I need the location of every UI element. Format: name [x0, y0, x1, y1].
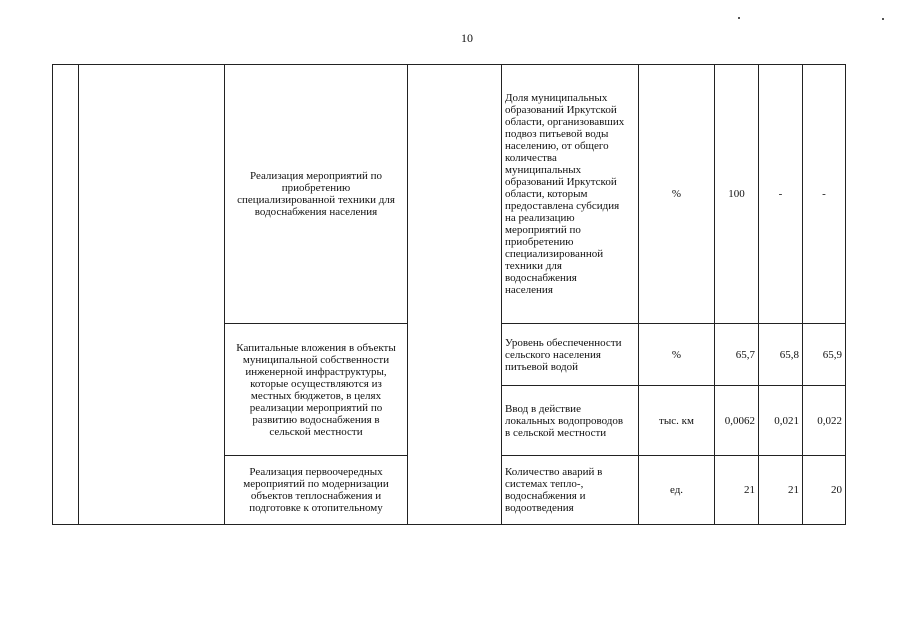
table-cell-value: -: [803, 65, 846, 324]
table-cell-unit: ед.: [639, 456, 715, 525]
table-cell-unit: %: [639, 65, 715, 324]
table-row: [53, 65, 846, 324]
table-cell-value: 21: [759, 456, 803, 525]
table-cell-indicator: Ввод в действие локальных водопроводов в сельской местности: [502, 386, 639, 456]
table-cell-indicator: Уровень обеспеченности сельского населения питьевой водой: [502, 324, 639, 386]
table-cell-value: 0,022: [803, 386, 846, 456]
table-cell-measure: Капитальные вложения в объекты муниципальной собственности инженерной инфраструктуры, которые осуществляются из местных бюджетов, в целях реализации мероприятий по развитию водоснабжения в сельской местности: [225, 324, 408, 456]
table-cell-unit: тыс. км: [639, 386, 715, 456]
table-cell-value: 65,7: [715, 324, 759, 386]
table-cell-value: 100: [715, 65, 759, 324]
table-cell-value: 0,0062: [715, 386, 759, 456]
table-cell-value: 21: [715, 456, 759, 525]
table-cell-value: 65,9: [803, 324, 846, 386]
scan-speck: [882, 18, 884, 20]
table-cell-number: [53, 65, 79, 525]
table-cell-value: 0,021: [759, 386, 803, 456]
table-cell-unit: %: [639, 324, 715, 386]
table-cell-indicator: Доля муниципальных образований Иркутской области, организовавших подвоз питьевой воды населению, от общего количества муниципальных образований Иркутской области, которым предоставлена субсидия на реализацию мероприятий по приобретению специализированной техники для водоснабжения населения: [502, 65, 639, 324]
scan-speck: [738, 17, 740, 19]
table-cell-program: [408, 65, 502, 525]
table-cell-task: [79, 65, 225, 525]
table-cell-indicator: Количество аварий в системах тепло-, водоснабжения и водоотведения: [502, 456, 639, 525]
table-cell-value: 20: [803, 456, 846, 525]
indicators-table: [52, 64, 846, 525]
table-cell-value: 65,8: [759, 324, 803, 386]
table-cell-value: -: [759, 65, 803, 324]
page-number: 10: [461, 31, 473, 45]
table-cell-measure: Реализация мероприятий по приобретению специализированной техники для водоснабжения населения: [225, 65, 408, 324]
table-cell-measure: Реализация первоочередных мероприятий по модернизации объектов теплоснабжения и подготовке к отопительному: [225, 456, 408, 525]
